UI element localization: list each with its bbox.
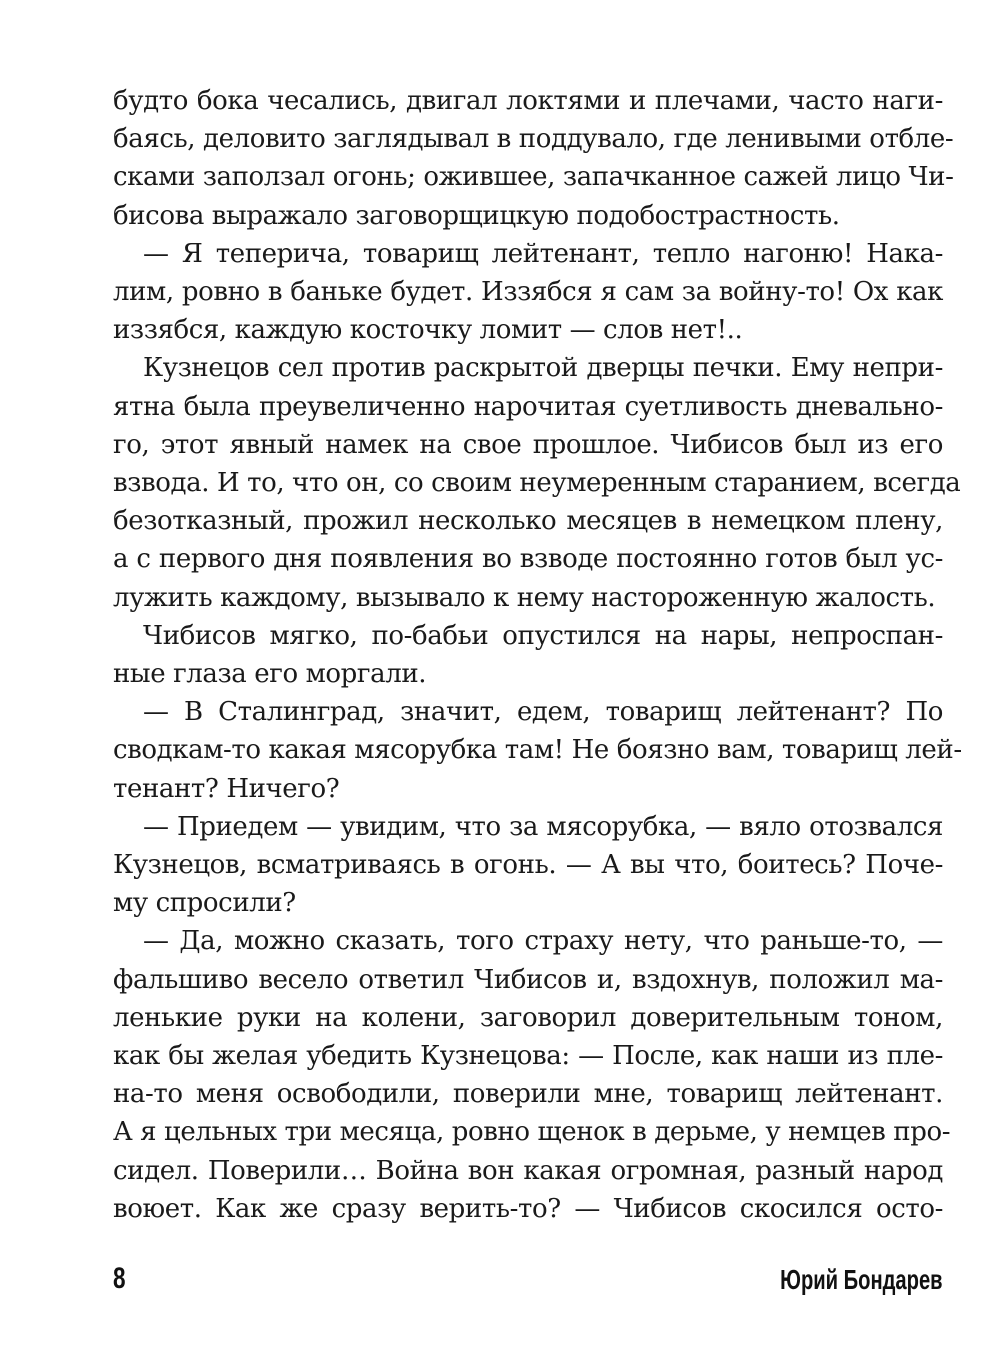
paragraph-dialogue — [113, 922, 951, 1228]
text-line: сводкам-то какая мясорубка там! Не боязно вам, товарищ лей- — [113, 735, 962, 766]
text-line: будто бока чесались, двигал локтями и плечами, часто наги- — [113, 86, 943, 116]
text-line: воюет. Как же сразу верить-то? — Чибисов скосился осто- — [113, 1193, 943, 1224]
page-footer — [113, 1262, 943, 1302]
text-line: тенант? Ничего? — [113, 773, 340, 804]
page-number: 8 — [113, 1262, 126, 1295]
paragraph — [113, 349, 961, 616]
text-line: го, этот явный намек на свое прошлое. Чибисов был из его — [113, 429, 943, 460]
text-line: ятна была преувеличенно нарочитая суетливость дневально- — [113, 391, 943, 422]
text-line: А я цельных три месяца, ровно щенок в дерьме, у немцев про- — [113, 1117, 951, 1148]
text-line: баясь, деловито заглядывал в поддувало, где ленивыми отбле- — [113, 124, 954, 155]
paragraph-dialogue — [113, 693, 962, 808]
text-line: — В Сталинград, значит, едем, товарищ лейтенант? По — [143, 697, 943, 728]
text-line: как бы желая убедить Кузнецова: — После, как наши из пле- — [113, 1041, 943, 1072]
text-line: фальшиво весело ответил Чибисов и, вздохнув, положил ма- — [113, 964, 943, 995]
text-line: ные глаза его моргали. — [113, 659, 427, 690]
text-line: — Я теперича, товарищ лейтенант, тепло нагоню! Нака- — [143, 238, 943, 269]
text-line: Кузнецов сел против раскрытой дверцы печки. Ему непри- — [143, 353, 943, 384]
running-head-author: Юрий Бондарев — [780, 1264, 943, 1295]
text-line: сидел. Поверили… Война вон какая огромная, разный народ — [113, 1155, 943, 1186]
paragraph-dialogue — [113, 808, 943, 923]
paragraph-dialogue — [113, 235, 943, 350]
text-line: — Да, можно сказать, того страху нету, что раньше-то, — — [143, 926, 943, 957]
text-line: Чибисов мягко, по-бабьи опустился на нары, непроспан- — [143, 620, 943, 651]
text-line: лим, ровно в баньке будет. Иззябся я сам за войну-то! Ох как — [113, 277, 943, 308]
book-page-body — [113, 82, 962, 1228]
text-line: лужить каждому, вызывало к нему настороженную жалость. — [113, 582, 936, 613]
text-line: безотказный, прожил несколько месяцев в немецком плену, — [113, 506, 943, 537]
paragraph — [113, 617, 943, 693]
text-line: взвода. И то, что он, со своим неумеренным старанием, всегда — [113, 468, 961, 499]
text-line: бисова выражало заговорщицкую подобострастность. — [113, 200, 840, 231]
paragraph — [113, 82, 954, 235]
text-line: — Приедем — увидим, что за мясорубка, — вяло отозвался — [143, 811, 943, 842]
text-line: му спросили? — [113, 888, 296, 919]
text-line: на-то меня освободили, поверили мне, товарищ лейтенант. — [113, 1079, 943, 1110]
text-line: сками заползал огонь; ожившее, запачканное сажей лицо Чи- — [113, 162, 954, 193]
text-line: ленькие руки на колени, заговорил доверительным тоном, — [113, 1002, 943, 1033]
text-line: Кузнецов, всматриваясь в огонь. — А вы что, боитесь? Поче- — [113, 850, 943, 881]
text-line: иззябся, каждую косточку ломит — слов нет!.. — [113, 315, 743, 346]
text-line: а с первого дня появления во взводе постоянно готов был ус- — [113, 544, 943, 575]
